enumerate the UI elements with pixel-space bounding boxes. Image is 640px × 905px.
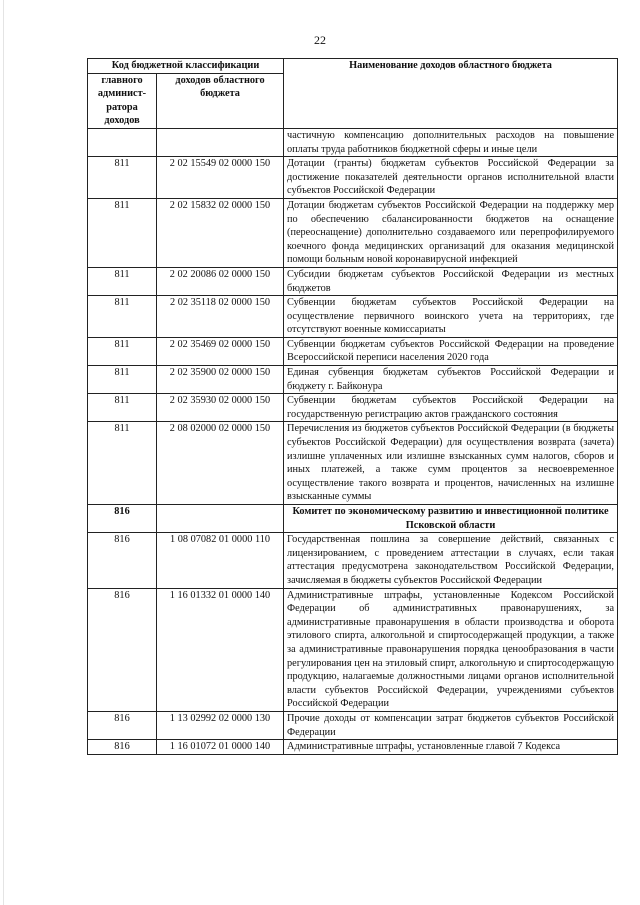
header-revenue-name: Наименование доходов областного бюджета bbox=[284, 59, 618, 129]
revenue-name-cell: Субвенции бюджетам субъектов Российской Федерации на государственную регистрацию актов гражданского состояния bbox=[284, 394, 618, 422]
table-row bbox=[88, 588, 618, 711]
table-row bbox=[88, 422, 618, 505]
table-row bbox=[88, 128, 618, 156]
admin-code-cell: 811 bbox=[88, 337, 157, 365]
revenue-name-cell: Субвенции бюджетам субъектов Российской Федерации на осуществление первичного воинского учета на территориях, где отсутствуют военные комиссариаты bbox=[284, 296, 618, 338]
revenue-code-cell: 2 02 35469 02 0000 150 bbox=[157, 337, 284, 365]
revenue-code-cell: 2 02 35930 02 0000 150 bbox=[157, 394, 284, 422]
header-admin-code: главного админист-ратора доходов bbox=[88, 73, 157, 128]
revenue-name-cell: Перечисления из бюджетов субъектов Российской Федерации (в бюджеты субъектов Российской Федерации) для осуществления возврата (зачета) излишне уплаченных или излишне взысканных сумм налогов, сборов и иных платежей, а также сумм процентов за несвоевременное осуществление такого возврата и процентов, начисленных на излишне взысканные суммы bbox=[284, 422, 618, 505]
revenue-code-cell bbox=[157, 128, 284, 156]
admin-code-cell: 816 bbox=[88, 588, 157, 711]
revenue-name-cell: Государственная пошлина за совершение действий, связанных с лицензированием, с проведением аттестации в случаях, если такая аттестация предусмотрена законодательством Российской Федерации, зачисляемая в бюджеты субъектов Российской Федерации bbox=[284, 533, 618, 588]
budget-classification-table bbox=[87, 58, 618, 755]
revenue-code-cell: 2 02 20086 02 0000 150 bbox=[157, 267, 284, 295]
table-row bbox=[88, 505, 618, 533]
table-body bbox=[88, 128, 618, 754]
revenue-name-cell: Комитет по экономическому развитию и инвестиционной политике Псковской области bbox=[284, 505, 618, 533]
revenue-name-cell: Прочие доходы от компенсации затрат бюджетов субъектов Российской Федерации bbox=[284, 711, 618, 739]
revenue-name-cell: Административные штрафы, установленные Кодексом Российской Федерации об административных правонарушениях, за административные правонарушения в области производства и оборота этилового спирта, алкогольной и спиртосодержащей продукции, а также за административные правонарушения порядка ценообразования в части регулирования цен на этиловый спирт, алкогольную и спиртосодержащую продукцию, налагаемые должностными лицами органов исполнительной власти субъектов Российской Федерации, учреждениями субъектов Российской Федерации bbox=[284, 588, 618, 711]
revenue-name-cell: Субсидии бюджетам субъектов Российской Федерации из местных бюджетов bbox=[284, 267, 618, 295]
table-row bbox=[88, 533, 618, 588]
admin-code-cell: 811 bbox=[88, 267, 157, 295]
admin-code-cell: 811 bbox=[88, 198, 157, 267]
admin-code-cell: 816 bbox=[88, 740, 157, 755]
table-row bbox=[88, 157, 618, 199]
revenue-code-cell: 1 08 07082 01 0000 110 bbox=[157, 533, 284, 588]
revenue-code-cell: 2 02 35900 02 0000 150 bbox=[157, 366, 284, 394]
admin-code-cell: 811 bbox=[88, 366, 157, 394]
revenue-code-cell: 1 13 02992 02 0000 130 bbox=[157, 711, 284, 739]
admin-code-cell: 816 bbox=[88, 505, 157, 533]
admin-code-cell: 816 bbox=[88, 533, 157, 588]
table-row bbox=[88, 740, 618, 755]
table-row bbox=[88, 267, 618, 295]
scan-edge bbox=[3, 0, 4, 905]
admin-code-cell: 811 bbox=[88, 296, 157, 338]
revenue-name-cell: Дотации (гранты) бюджетам субъектов Российской Федерации за достижение показателей деятельности органов исполнительной власти субъектов Российской Федерации bbox=[284, 157, 618, 199]
revenue-name-cell: Субвенции бюджетам субъектов Российской Федерации на проведение Всероссийской переписи населения 2020 года bbox=[284, 337, 618, 365]
revenue-code-cell: 2 08 02000 02 0000 150 bbox=[157, 422, 284, 505]
admin-code-cell: 811 bbox=[88, 157, 157, 199]
revenue-code-cell bbox=[157, 505, 284, 533]
table-row bbox=[88, 394, 618, 422]
admin-code-cell: 811 bbox=[88, 394, 157, 422]
revenue-name-cell: Административные штрафы, установленные главой 7 Кодекса bbox=[284, 740, 618, 755]
admin-code-cell: 811 bbox=[88, 422, 157, 505]
revenue-code-cell: 2 02 15549 02 0000 150 bbox=[157, 157, 284, 199]
header-revenue-code: доходов областного бюджета bbox=[157, 73, 284, 128]
table-row bbox=[88, 296, 618, 338]
header-classification-code: Код бюджетной классификации bbox=[88, 59, 284, 74]
page-number: 22 bbox=[314, 33, 326, 47]
table-row bbox=[88, 198, 618, 267]
admin-code-cell: 816 bbox=[88, 711, 157, 739]
revenue-code-cell: 1 16 01072 01 0000 140 bbox=[157, 740, 284, 755]
revenue-code-cell: 1 16 01332 01 0000 140 bbox=[157, 588, 284, 711]
revenue-code-cell: 2 02 15832 02 0000 150 bbox=[157, 198, 284, 267]
table-row bbox=[88, 337, 618, 365]
admin-code-cell bbox=[88, 128, 157, 156]
table-row bbox=[88, 366, 618, 394]
revenue-name-cell: Единая субвенция бюджетам субъектов Российской Федерации и бюджету г. Байконура bbox=[284, 366, 618, 394]
revenue-code-cell: 2 02 35118 02 0000 150 bbox=[157, 296, 284, 338]
revenue-name-cell: Дотации бюджетам субъектов Российской Федерации на поддержку мер по обеспечению сбалансированности бюджетов на оснащение (переоснащение) дополнительно создаваемого или перепрофилируемого коечного фонда медицинских организаций для оказания медицинской помощи больным новой коронавирусной инфекцией bbox=[284, 198, 618, 267]
table-row bbox=[88, 711, 618, 739]
revenue-name-cell: частичную компенсацию дополнительных расходов на повышение оплаты труда работников бюджетной сферы и иные цели bbox=[284, 128, 618, 156]
